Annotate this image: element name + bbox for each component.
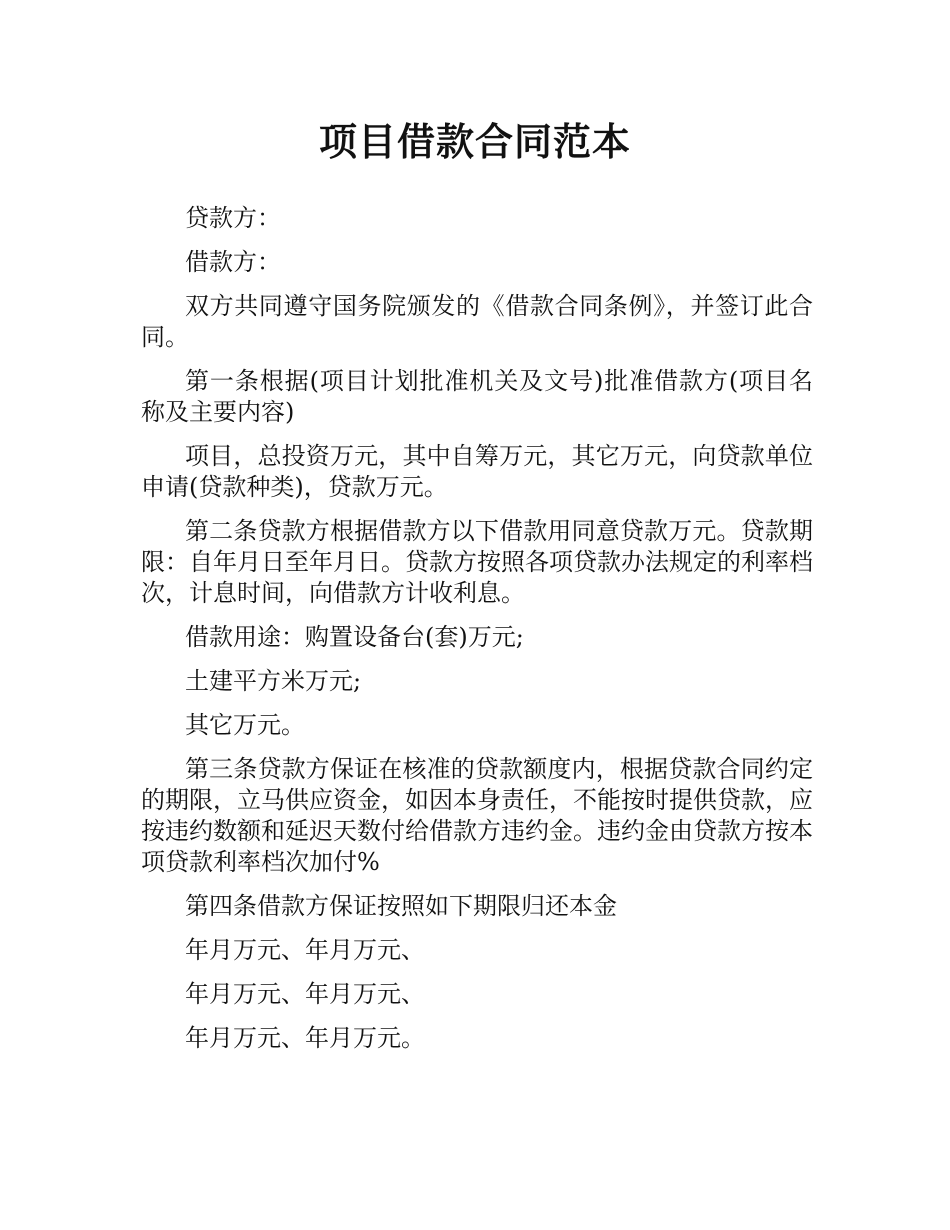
document-body: [141, 203, 813, 1067]
repayment-schedule-line: 年月万元、年月万元、: [185, 936, 425, 964]
loan-purpose-construction-line: 土建平方米万元;: [185, 667, 362, 695]
project-investment-paragraph: 项目，总投资万元，其中自筹万元，其它万元，向贷款单位申请(贷款种类)，贷款万元。: [141, 442, 813, 501]
loan-purpose-other-line: 其它万元。: [185, 711, 305, 739]
preamble-paragraph: 双方共同遵守国务院颁发的《借款合同条例》，并签订此合同。: [141, 292, 813, 351]
article-1-paragraph: 第一条根据(项目计划批准机关及文号)批准借款方(项目名称及主要内容): [141, 367, 813, 426]
article-2-paragraph: 第二条贷款方根据借款方以下借款用同意贷款万元。贷款期限：自年月日至年月日。贷款方按照各项贷款办法规定的利率档次，计息时间，向借款方计收利息。: [141, 517, 813, 607]
borrower-line: 借款方：: [185, 248, 281, 276]
loan-purpose-equipment-line: 借款用途：购置设备台(套)万元;: [185, 623, 524, 651]
article-4-paragraph: 第四条借款方保证按照如下期限归还本金: [185, 892, 617, 920]
lender-line: 贷款方：: [185, 204, 281, 232]
repayment-schedule-line: 年月万元、年月万元、: [185, 980, 425, 1008]
article-3-paragraph: 第三条贷款方保证在核准的贷款额度内，根据贷款合同约定的期限，立马供应资金，如因本身责任，不能按时提供贷款，应按违约数额和延迟天数付给借款方违约金。违约金由贷款方按本项贷款利率档次加付%: [141, 755, 813, 876]
document-title: 项目借款合同范本: [318, 120, 631, 164]
repayment-schedule-line: 年月万元、年月万元。: [185, 1024, 425, 1052]
